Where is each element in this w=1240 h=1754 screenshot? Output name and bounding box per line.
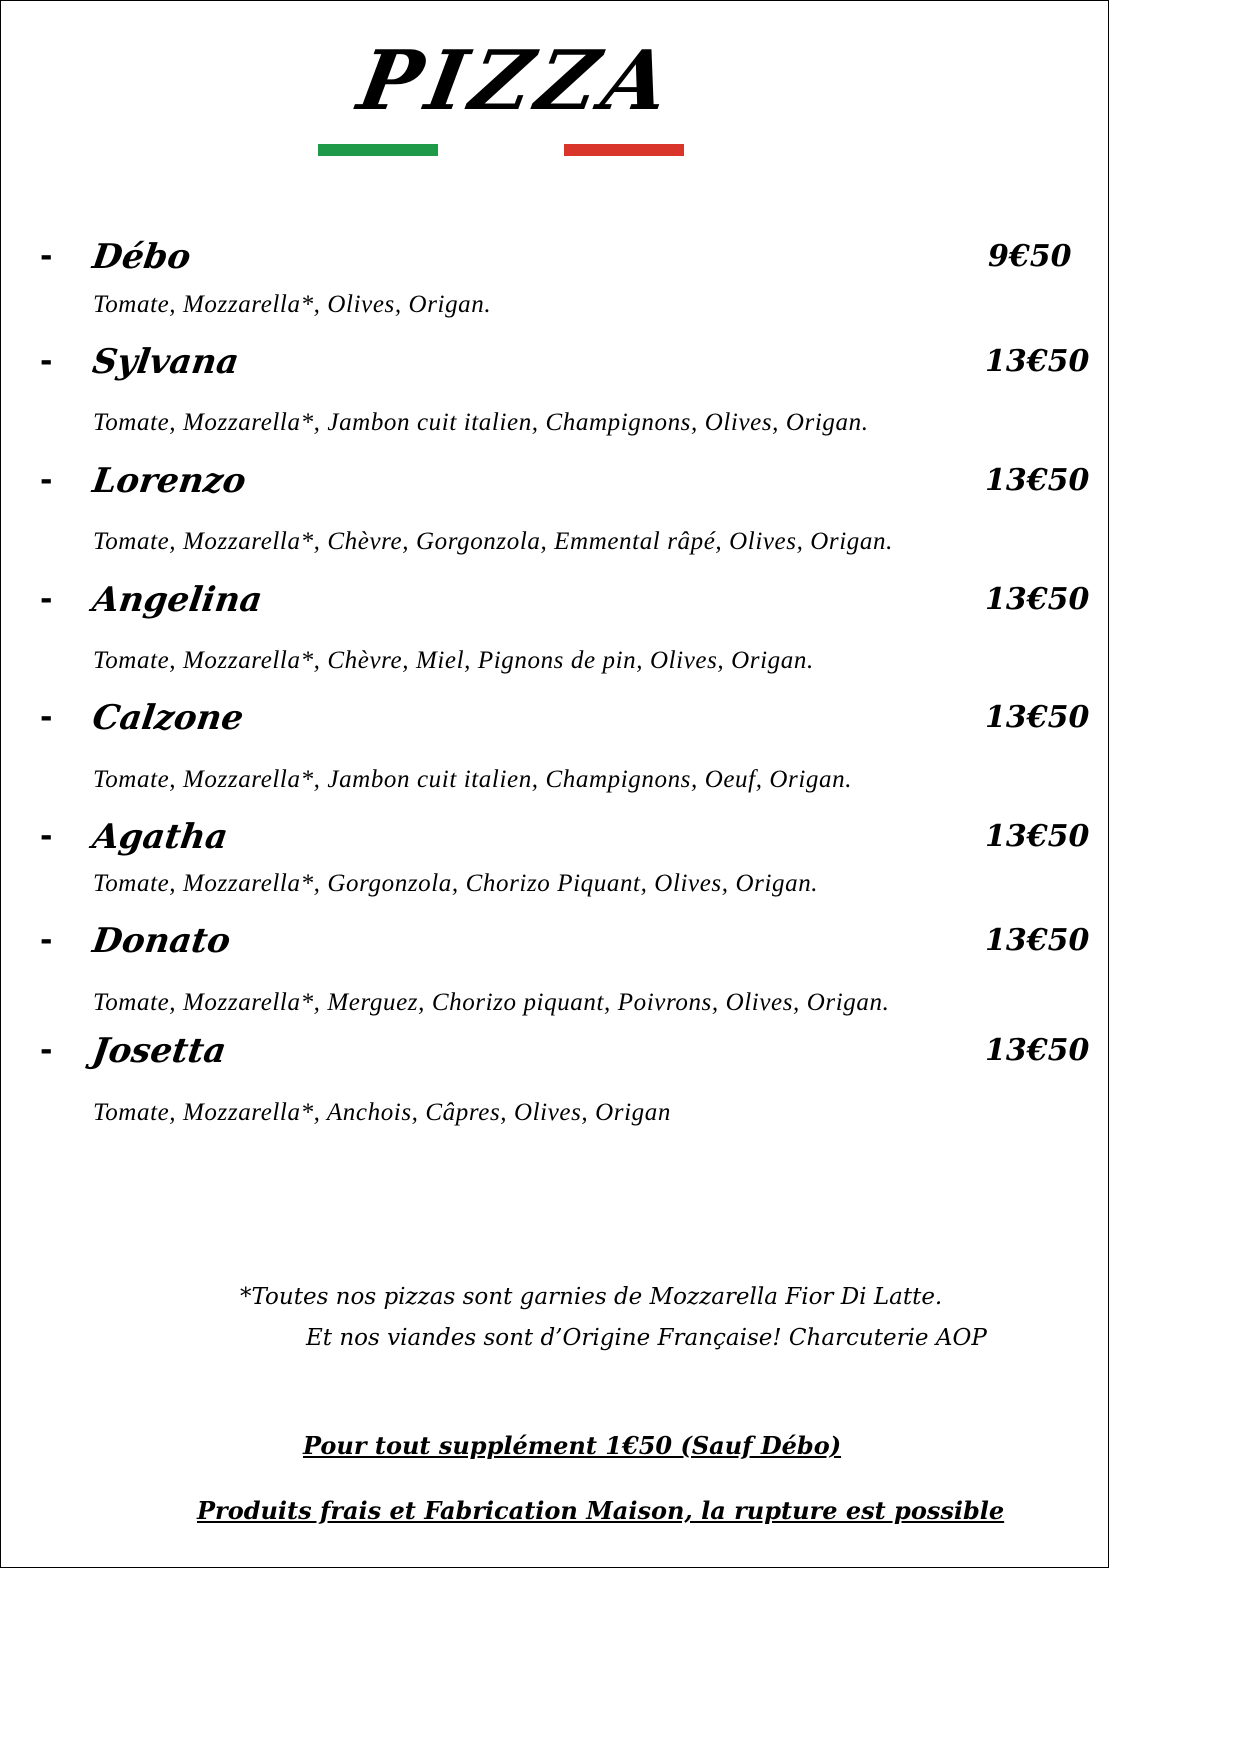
pizza-name: Débo: [90, 237, 194, 277]
bullet-dash: -: [40, 1033, 53, 1068]
pizza-description: Tomate, Mozzarella*, Olives, Origan.: [93, 291, 492, 318]
bullet-dash: -: [40, 819, 53, 854]
pizza-name: Josetta: [90, 1031, 229, 1071]
pizza-price: 13€50: [985, 582, 1090, 617]
bullet-dash: -: [40, 923, 53, 958]
pizza-name: Lorenzo: [90, 461, 249, 501]
bullet-dash: -: [40, 344, 53, 379]
pizza-name: Sylvana: [90, 342, 242, 382]
pizza-price: 13€50: [985, 923, 1090, 958]
pizza-name: Agatha: [90, 817, 231, 857]
pizza-description: Tomate, Mozzarella*, Jambon cuit italien, Champignons, Oeuf, Origan.: [93, 766, 853, 793]
pizza-price: 13€50: [985, 1033, 1090, 1068]
pizza-price: 13€50: [985, 344, 1090, 379]
pizza-description: Tomate, Mozzarella*, Gorgonzola, Chorizo Piquant, Olives, Origan.: [93, 870, 819, 897]
flag-white-stripe: [438, 144, 564, 156]
pizza-description: Tomate, Mozzarella*, Chèvre, Gorgonzola, Emmental râpé, Olives, Origan.: [93, 528, 893, 555]
pizza-name: Angelina: [90, 580, 265, 620]
pizza-price: 13€50: [985, 463, 1090, 498]
fresh-products-notice: Produits frais et Fabrication Maison, la rupture est possible: [197, 1496, 1005, 1525]
flag-red-stripe: [564, 144, 684, 156]
pizza-description: Tomate, Mozzarella*, Chèvre, Miel, Pignons de pin, Olives, Origan.: [93, 647, 814, 674]
pizza-price: 13€50: [985, 819, 1090, 854]
bullet-dash: -: [40, 463, 53, 498]
mozzarella-note: *Toutes nos pizzas sont garnies de Mozzarella Fior Di Latte.: [240, 1284, 943, 1310]
pizza-name: Calzone: [90, 698, 246, 738]
bullet-dash: -: [40, 239, 53, 274]
bullet-dash: -: [40, 700, 53, 735]
pizza-description: Tomate, Mozzarella*, Merguez, Chorizo piquant, Poivrons, Olives, Origan.: [93, 989, 890, 1016]
supplement-notice: Pour tout supplément 1€50 (Sauf Débo): [303, 1431, 842, 1460]
origin-note: Et nos viandes sont d’Origine Française! Charcuterie AOP: [306, 1325, 987, 1351]
flag-green-stripe: [318, 144, 438, 156]
page-title: PIZZA: [351, 33, 682, 129]
pizza-name: Donato: [90, 921, 233, 961]
bullet-dash: -: [40, 582, 53, 617]
pizza-description: Tomate, Mozzarella*, Anchois, Câpres, Olives, Origan: [93, 1099, 671, 1126]
pizza-price: 9€50: [988, 239, 1072, 274]
pizza-description: Tomate, Mozzarella*, Jambon cuit italien, Champignons, Olives, Origan.: [93, 409, 869, 436]
pizza-price: 13€50: [985, 700, 1090, 735]
